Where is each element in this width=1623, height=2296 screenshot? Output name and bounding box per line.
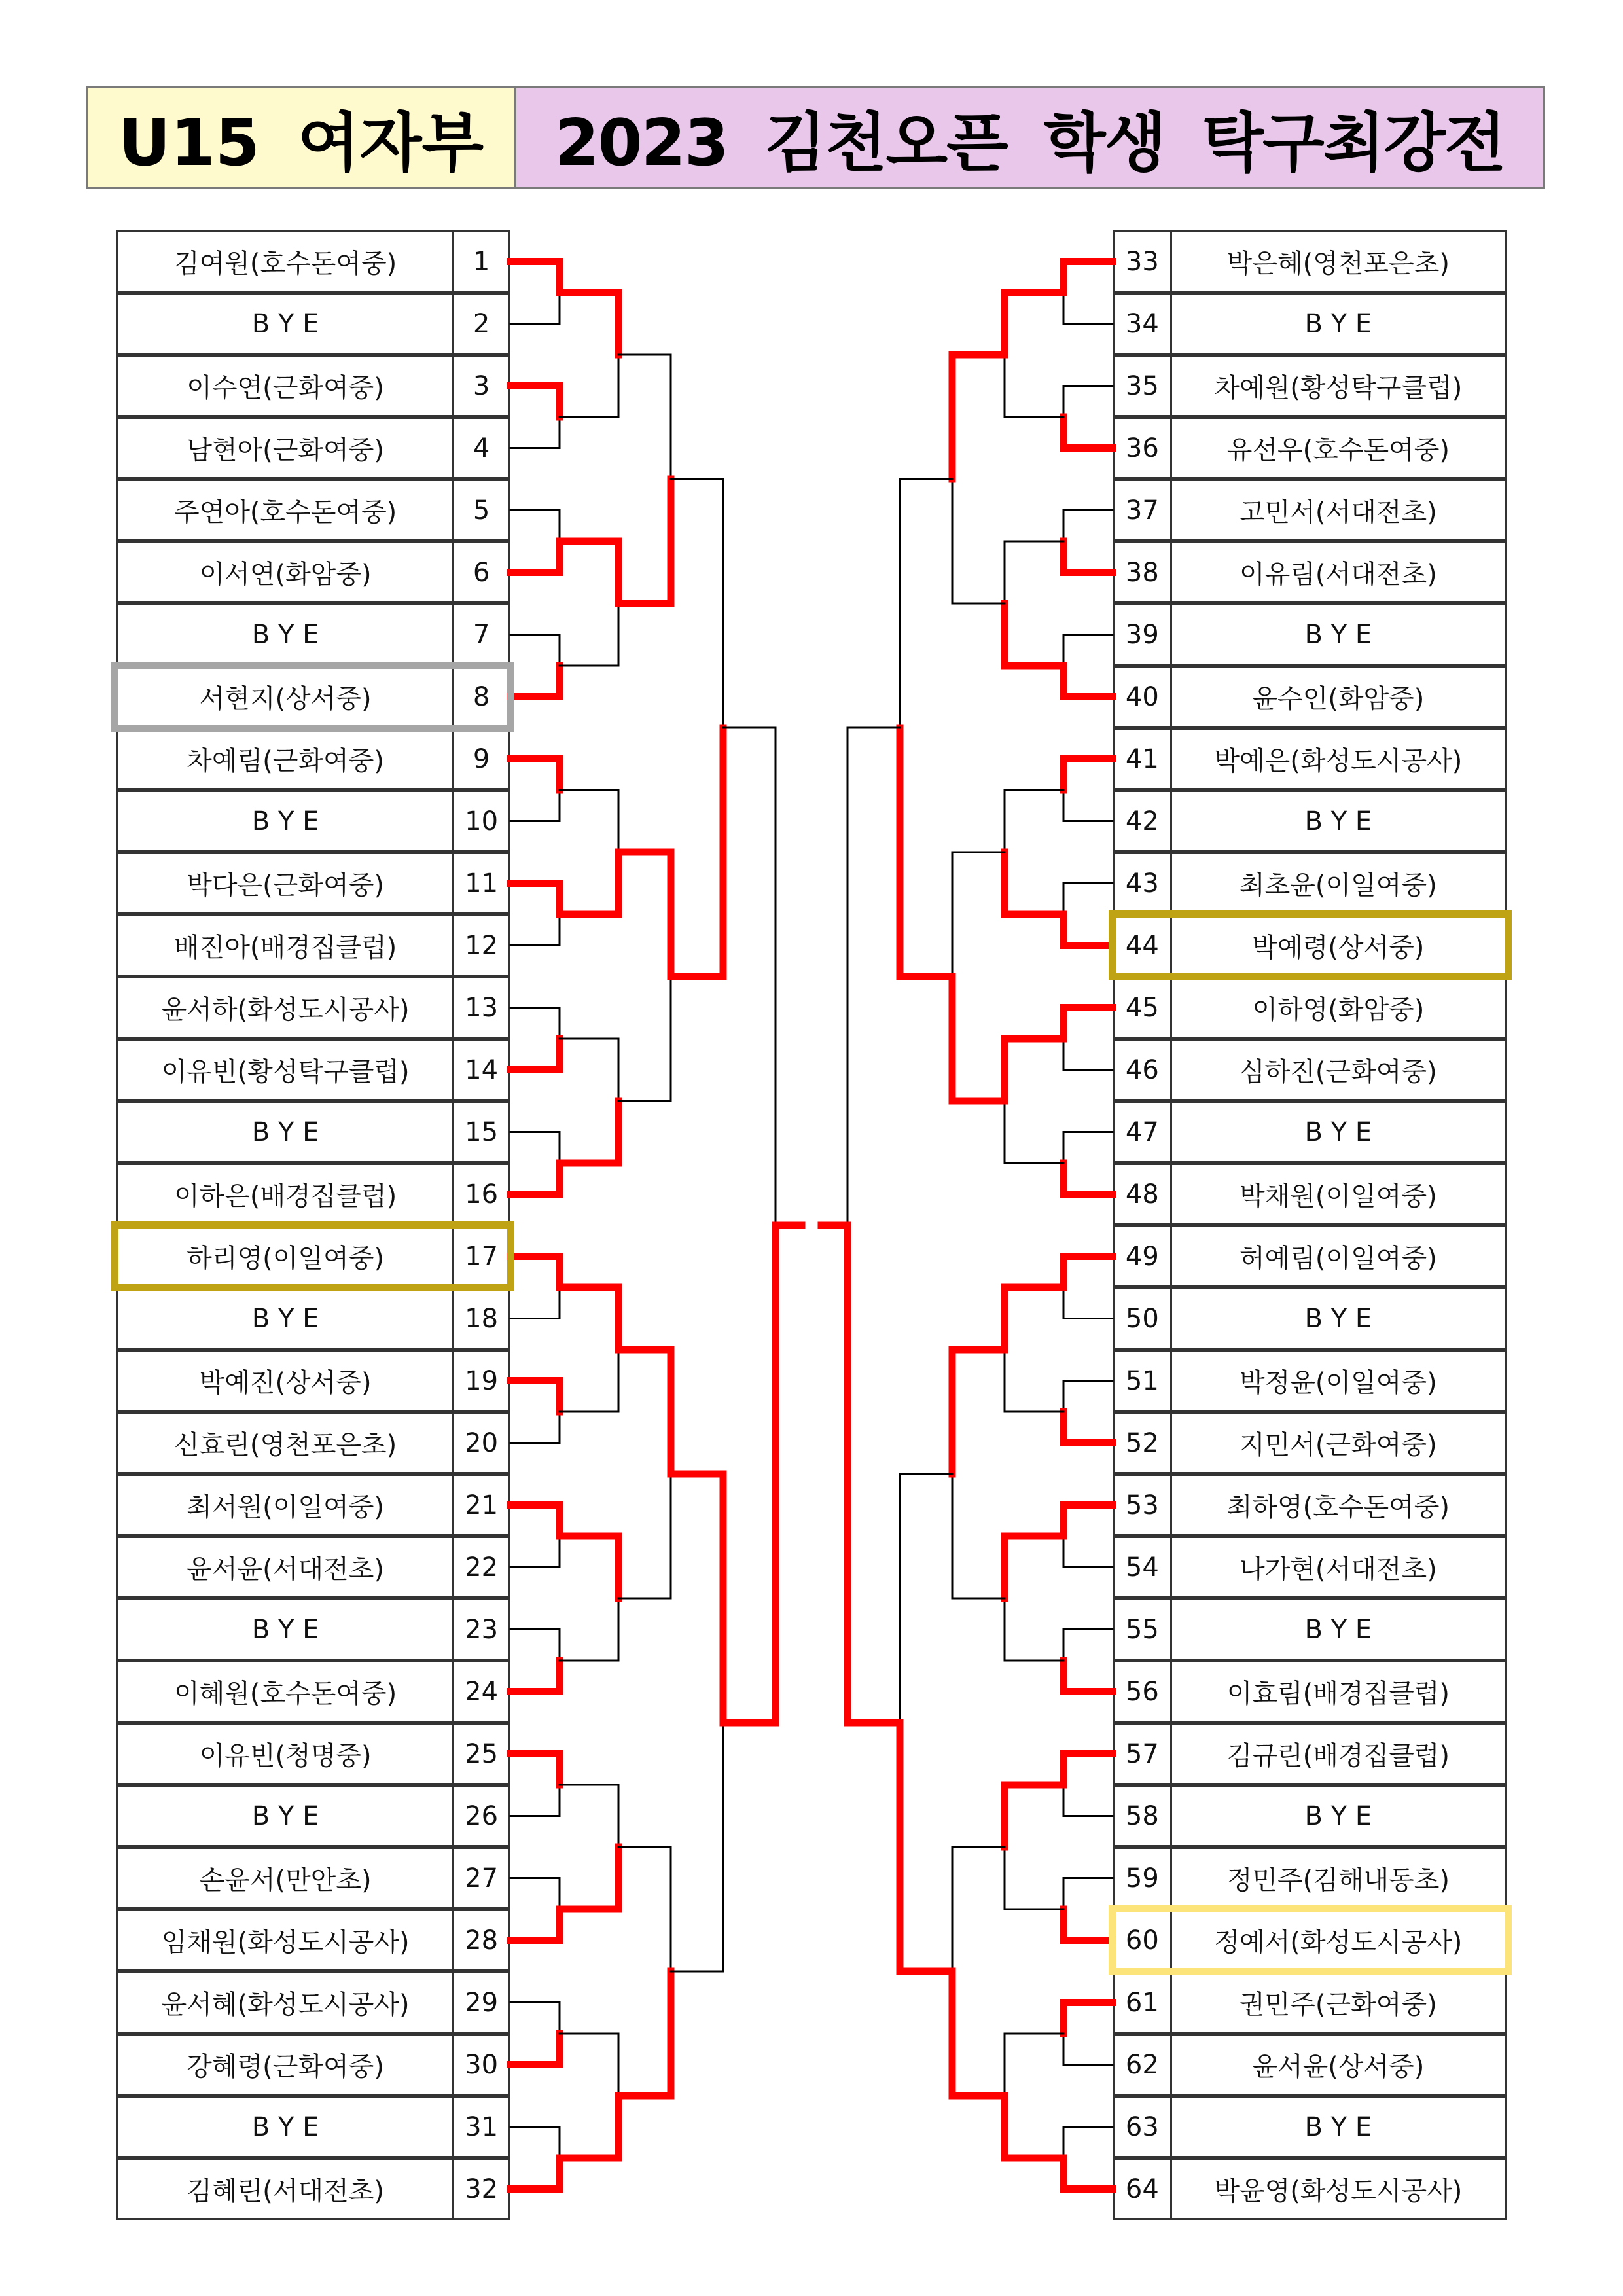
seed-number: 39 xyxy=(1115,605,1172,664)
seed-number: 3 xyxy=(473,370,490,401)
seed-number: 17 xyxy=(465,1241,499,1272)
seed-number: 53 xyxy=(1115,1476,1172,1534)
player-name: 고민서(서대전초) xyxy=(1240,497,1437,528)
seed-number: 64 xyxy=(1115,2160,1172,2218)
seed-number: 24 xyxy=(465,1676,499,1707)
seed-number: 38 xyxy=(1115,543,1172,601)
player-name: 최서원(이일여중) xyxy=(118,1476,454,1534)
seed-number: 47 xyxy=(1115,1103,1172,1161)
player-name: 윤서혜(화성도시공사) xyxy=(118,1973,454,2032)
seed-number: 22 xyxy=(465,1552,499,1583)
player-name: B Y E xyxy=(118,1787,454,1845)
player-name: 이혜원(호수돈여중) xyxy=(118,1662,454,1721)
player-name: 권민주(근화여중) xyxy=(1240,1990,1437,2020)
player-name: 나가현(서대전초) xyxy=(1240,1554,1437,1585)
seed-number: 18 xyxy=(465,1303,499,1334)
seed-number: 26 xyxy=(465,1801,499,1831)
seed-number: 43 xyxy=(1115,854,1172,912)
player-name: 김여원(호수돈여중) xyxy=(118,232,454,291)
player-name: 이서연(화암중) xyxy=(118,543,454,601)
player-name: 정예서(화성도시공사) xyxy=(1214,1928,1463,1958)
seed-number: 10 xyxy=(465,806,499,836)
player-name: 김혜린(서대전초) xyxy=(118,2160,454,2218)
seed-number: 8 xyxy=(473,681,490,712)
seed-number: 50 xyxy=(1115,1289,1172,1348)
player-name: 윤서하(화성도시공사) xyxy=(118,978,454,1037)
seed-number: 12 xyxy=(465,930,499,961)
player-name: B Y E xyxy=(1304,806,1372,836)
seed-number: 62 xyxy=(1115,2036,1172,2094)
seed-number: 57 xyxy=(1115,1725,1172,1783)
player-name: B Y E xyxy=(118,1289,454,1348)
player-name: 남현아(근화여중) xyxy=(118,419,454,477)
player-name: 최초윤(이일여중) xyxy=(1240,870,1437,901)
seed-number: 37 xyxy=(1115,481,1172,539)
player-name: 박예은(화성도시공사) xyxy=(1214,746,1463,776)
player-name: B Y E xyxy=(1304,308,1372,339)
player-name: 이효림(배경집클럽) xyxy=(1226,1679,1450,1709)
seed-number: 54 xyxy=(1115,1538,1172,1596)
seed-number: 52 xyxy=(1115,1414,1172,1472)
player-name: B Y E xyxy=(1304,1614,1372,1645)
player-name: 윤수인(화암중) xyxy=(1252,684,1425,714)
player-name: 박다은(근화여중) xyxy=(118,854,454,912)
seed-number: 5 xyxy=(473,495,490,526)
seed-number: 51 xyxy=(1115,1352,1172,1410)
player-name: 윤서윤(상서중) xyxy=(1252,2052,1425,2082)
seed-number: 14 xyxy=(465,1054,499,1085)
seed-number: 44 xyxy=(1115,916,1172,975)
seed-number: 49 xyxy=(1115,1227,1172,1285)
seed-number: 20 xyxy=(465,1427,499,1458)
seed-number: 59 xyxy=(1115,1849,1172,1907)
player-name: B Y E xyxy=(118,295,454,353)
seed-number: 2 xyxy=(473,308,490,339)
seed-number: 16 xyxy=(465,1179,499,1210)
seed-number: 33 xyxy=(1115,232,1172,291)
player-name: B Y E xyxy=(1304,1801,1372,1831)
seed-number: 55 xyxy=(1115,1600,1172,1659)
seed-number: 56 xyxy=(1115,1662,1172,1721)
player-name: 심하진(근화여중) xyxy=(1240,1057,1437,1087)
seed-number: 36 xyxy=(1115,419,1172,477)
player-name: 박은혜(영천포은초) xyxy=(1226,249,1450,279)
seed-number: 42 xyxy=(1115,792,1172,850)
player-name: 박예진(상서중) xyxy=(118,1352,454,1410)
player-name: 강혜령(근화여중) xyxy=(118,2036,454,2094)
player-name: 박채원(이일여중) xyxy=(1240,1181,1437,1211)
player-name: 이수연(근화여중) xyxy=(118,357,454,415)
player-name: B Y E xyxy=(118,2098,454,2156)
player-name: B Y E xyxy=(118,1103,454,1161)
seed-number: 6 xyxy=(473,557,490,588)
player-name: 지민서(근화여중) xyxy=(1240,1430,1437,1460)
player-name: 이하영(화암중) xyxy=(1252,995,1425,1025)
seed-number: 60 xyxy=(1115,1911,1172,1969)
seed-number: 46 xyxy=(1115,1041,1172,1099)
player-name: 윤서윤(서대전초) xyxy=(118,1538,454,1596)
seed-number: 48 xyxy=(1115,1165,1172,1223)
player-name: 유선우(호수돈여중) xyxy=(1226,435,1450,465)
player-name: B Y E xyxy=(118,605,454,664)
player-name: 이하은(배경집클럽) xyxy=(118,1165,454,1223)
division-title: U15 여자부 xyxy=(88,88,516,187)
player-name: 허예림(이일여중) xyxy=(1240,1244,1437,1274)
seed-number: 11 xyxy=(465,868,499,899)
player-name: 배진아(배경집클럽) xyxy=(118,916,454,975)
player-name: 차예원(황성탁구클럽) xyxy=(1214,373,1463,403)
player-name: 차예림(근화여중) xyxy=(118,730,454,788)
seed-number: 63 xyxy=(1115,2098,1172,2156)
player-name: B Y E xyxy=(1304,2111,1372,2142)
seed-number: 40 xyxy=(1115,668,1172,726)
seed-number: 30 xyxy=(465,2049,499,2080)
player-name: 김규린(배경집클럽) xyxy=(1226,1741,1450,1771)
player-name: 이유림(서대전초) xyxy=(1240,560,1437,590)
player-name: 이유빈(황성탁구클럽) xyxy=(118,1041,454,1099)
player-name: B Y E xyxy=(118,1600,454,1659)
seed-number: 13 xyxy=(465,992,499,1023)
tournament-title: 2023 김천오픈 학생 탁구최강전 xyxy=(516,88,1543,187)
seed-number: 21 xyxy=(465,1490,499,1520)
seed-number: 7 xyxy=(473,619,490,650)
seed-number: 41 xyxy=(1115,730,1172,788)
seed-number: 23 xyxy=(465,1614,499,1645)
seed-number: 15 xyxy=(465,1117,499,1147)
seed-number: 45 xyxy=(1115,978,1172,1037)
seed-number: 4 xyxy=(473,433,490,463)
player-name: 박정윤(이일여중) xyxy=(1240,1368,1437,1398)
seed-number: 31 xyxy=(465,2111,499,2142)
player-name: B Y E xyxy=(118,792,454,850)
seed-number: 61 xyxy=(1115,1973,1172,2032)
seed-number: 35 xyxy=(1115,357,1172,415)
player-name: 정민주(김해내동초) xyxy=(1226,1865,1450,1895)
player-name: 박예령(상서중) xyxy=(1252,933,1425,963)
seed-number: 25 xyxy=(465,1738,499,1769)
player-name: 주연아(호수돈여중) xyxy=(118,481,454,539)
player-name: B Y E xyxy=(1304,1303,1372,1334)
player-name: 하리영(이일여중) xyxy=(118,1227,454,1285)
player-name: 이유빈(청명중) xyxy=(118,1725,454,1783)
player-name: 서현지(상서중) xyxy=(118,668,454,726)
seed-number: 58 xyxy=(1115,1787,1172,1845)
seed-number: 28 xyxy=(465,1925,499,1956)
seed-number: 27 xyxy=(465,1863,499,1893)
player-name: B Y E xyxy=(1304,619,1372,650)
seed-number: 9 xyxy=(473,744,490,774)
seed-number: 34 xyxy=(1115,295,1172,353)
seed-number: 32 xyxy=(465,2174,499,2204)
player-name: 손윤서(만안초) xyxy=(118,1849,454,1907)
player-name: 신효린(영천포은초) xyxy=(118,1414,454,1472)
seed-number: 29 xyxy=(465,1987,499,2018)
player-name: B Y E xyxy=(1304,1117,1372,1147)
seed-number: 19 xyxy=(465,1365,499,1396)
player-name: 임채원(화성도시공사) xyxy=(118,1911,454,1969)
player-name: 최하영(호수돈여중) xyxy=(1226,1492,1450,1522)
player-name: 박윤영(화성도시공사) xyxy=(1214,2176,1463,2206)
seed-number: 1 xyxy=(473,246,490,277)
